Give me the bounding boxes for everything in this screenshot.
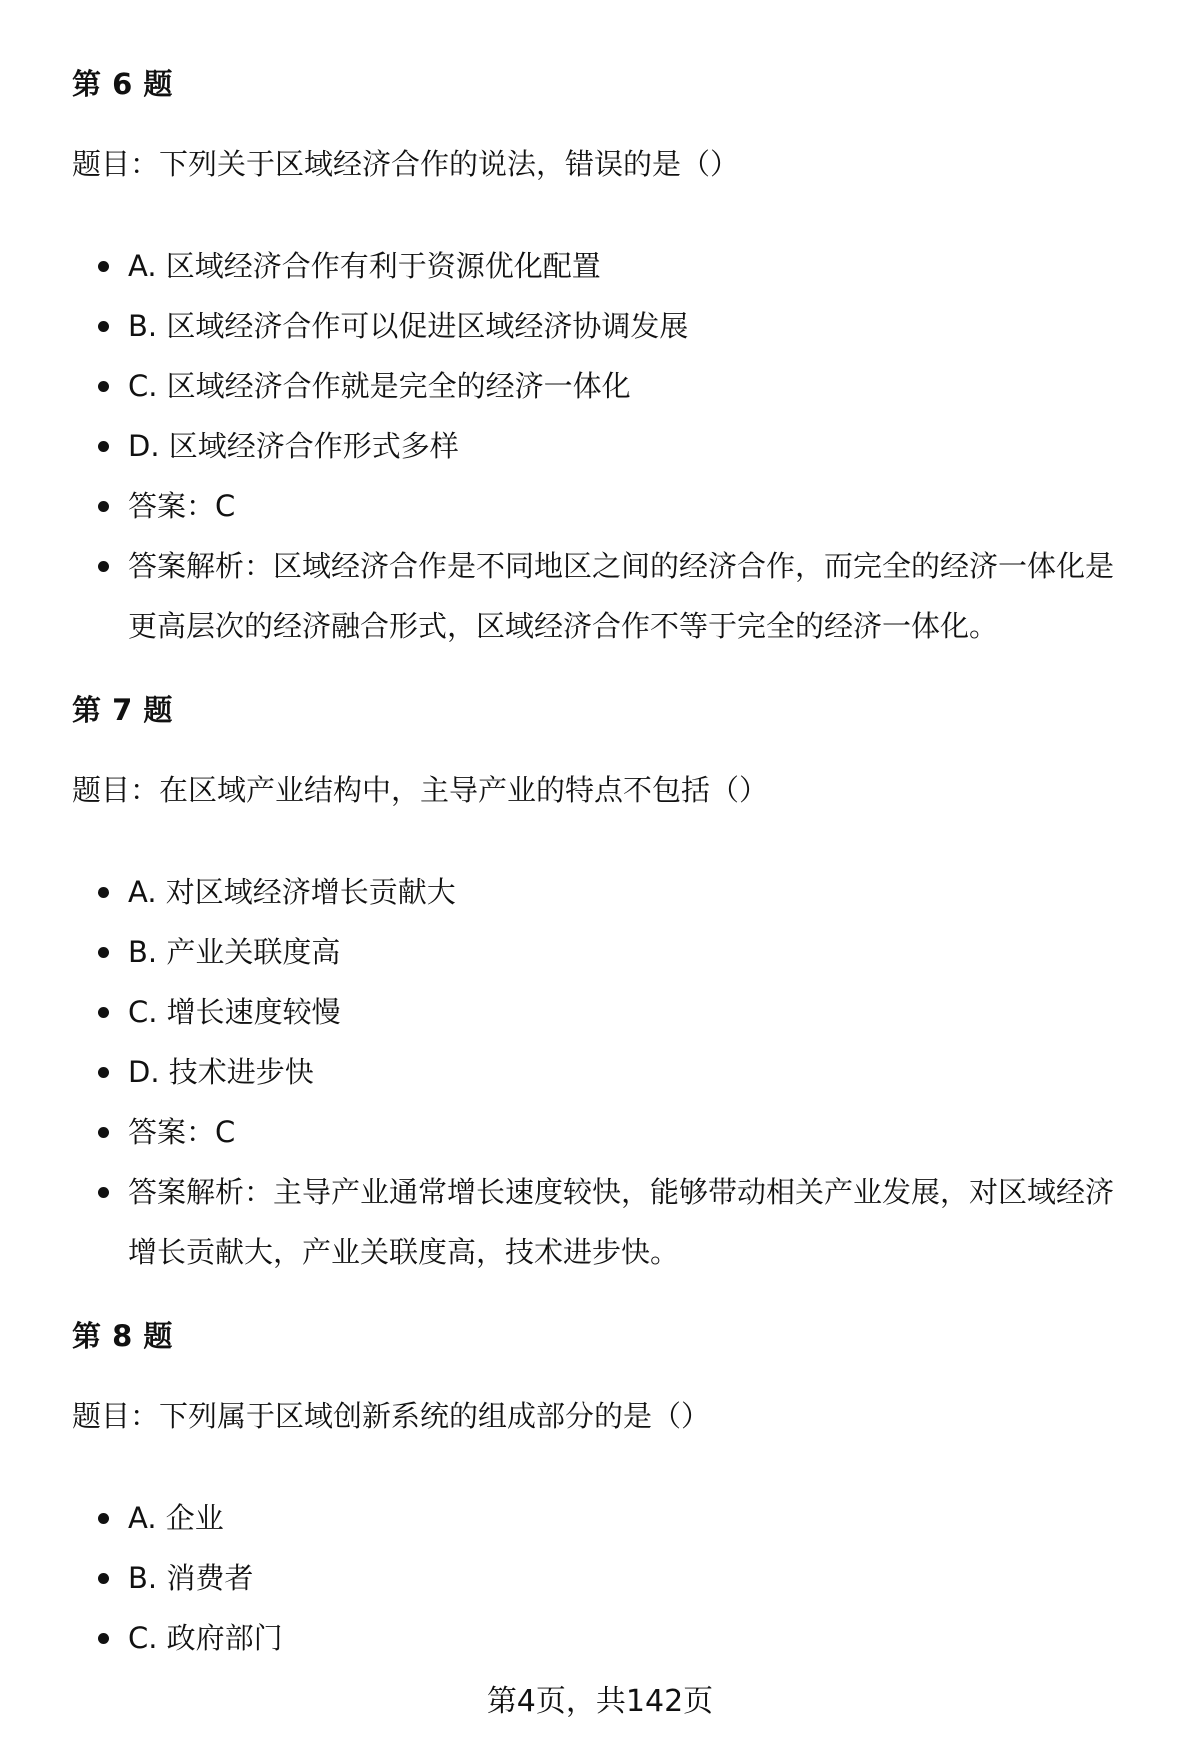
question-7-options bbox=[0, 862, 1200, 1282]
bullet-icon bbox=[98, 501, 109, 512]
bullet-icon bbox=[98, 381, 109, 392]
question-6-answer: 答案：C bbox=[0, 476, 1200, 536]
bullet-icon bbox=[98, 441, 109, 452]
bullet-icon bbox=[98, 261, 109, 272]
question-6-stem: 题目：下列关于区域经济合作的说法，错误的是（） bbox=[72, 147, 740, 181]
question-6-options bbox=[0, 236, 1200, 656]
bullet-icon bbox=[98, 1007, 109, 1018]
page-footer: 第4页，共142页 bbox=[486, 1684, 714, 1719]
question-8-option-b: B. 消费者 bbox=[0, 1548, 1200, 1608]
question-8-heading: 第 8 题 bbox=[72, 1319, 173, 1353]
question-6-option-c: C. 区域经济合作就是完全的经济一体化 bbox=[0, 356, 1200, 416]
bullet-icon bbox=[98, 1513, 109, 1524]
question-7-option-a: A. 对区域经济增长贡献大 bbox=[0, 862, 1200, 922]
question-6-option-a: A. 区域经济合作有利于资源优化配置 bbox=[0, 236, 1200, 296]
question-8-stem: 题目：下列属于区域创新系统的组成部分的是（） bbox=[72, 1399, 711, 1433]
bullet-icon bbox=[98, 947, 109, 958]
bullet-icon bbox=[98, 561, 109, 572]
question-8-option-c: C. 政府部门 bbox=[0, 1608, 1200, 1668]
bullet-icon bbox=[98, 1633, 109, 1644]
question-8-options bbox=[0, 1488, 1200, 1668]
question-7-stem: 题目：在区域产业结构中，主导产业的特点不包括（） bbox=[72, 773, 769, 807]
question-6-option-d: D. 区域经济合作形式多样 bbox=[0, 416, 1200, 476]
question-6-analysis: 答案解析：区域经济合作是不同地区之间的经济合作，而完全的经济一体化是 更高层次的经济融合形式，区域经济合作不等于完全的经济一体化。 bbox=[0, 536, 1200, 656]
question-8-option-a: A. 企业 bbox=[0, 1488, 1200, 1548]
bullet-icon bbox=[98, 887, 109, 898]
question-6-option-b: B. 区域经济合作可以促进区域经济协调发展 bbox=[0, 296, 1200, 356]
bullet-icon bbox=[98, 1573, 109, 1584]
bullet-icon bbox=[98, 1067, 109, 1078]
question-7-analysis: 答案解析：主导产业通常增长速度较快，能够带动相关产业发展，对区域经济 增长贡献大，产业关联度高，技术进步快。 bbox=[0, 1162, 1200, 1282]
question-7-option-c: C. 增长速度较慢 bbox=[0, 982, 1200, 1042]
bullet-icon bbox=[98, 321, 109, 332]
question-7-option-b: B. 产业关联度高 bbox=[0, 922, 1200, 982]
question-7-option-d: D. 技术进步快 bbox=[0, 1042, 1200, 1102]
question-7-heading: 第 7 题 bbox=[72, 693, 173, 727]
question-6-heading: 第 6 题 bbox=[72, 67, 173, 101]
bullet-icon bbox=[98, 1127, 109, 1138]
question-7-answer: 答案：C bbox=[0, 1102, 1200, 1162]
bullet-icon bbox=[98, 1187, 109, 1198]
